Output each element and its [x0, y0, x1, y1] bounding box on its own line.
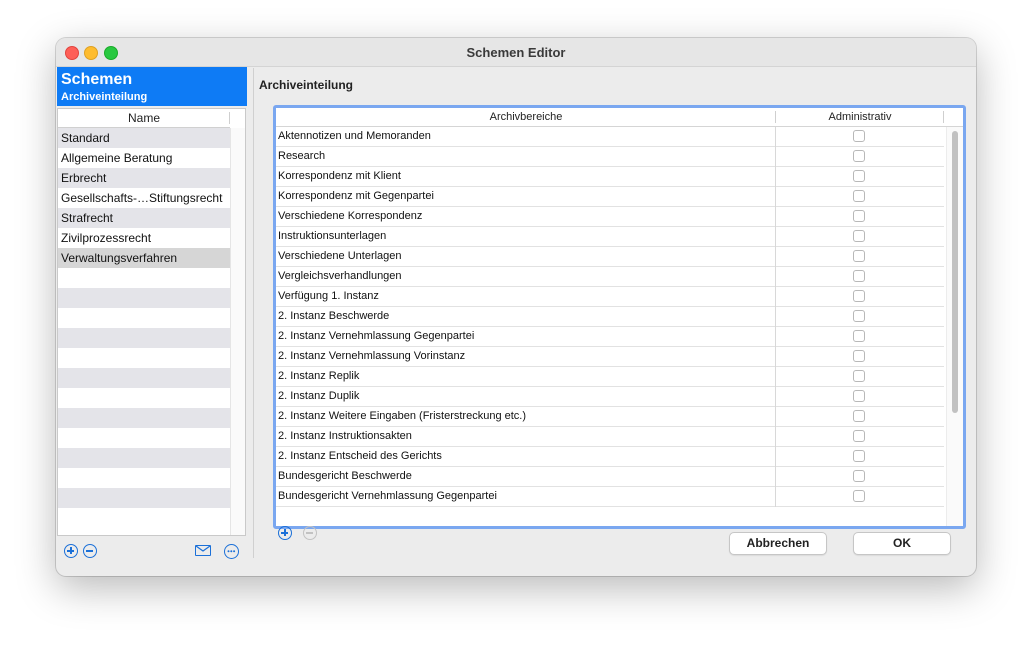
- empty-list-row: [58, 408, 230, 428]
- titlebar: [56, 38, 976, 67]
- add-scheme-button[interactable]: [64, 544, 78, 558]
- table-row[interactable]: [276, 147, 944, 167]
- cell-separator: [775, 127, 776, 147]
- table-row[interactable]: [276, 447, 944, 467]
- cell-separator: [775, 167, 776, 187]
- archivbereich-name: Verfügung 1. Instanz: [278, 290, 379, 302]
- add-area-button[interactable]: [278, 526, 292, 540]
- cell-separator: [775, 307, 776, 327]
- administrativ-checkbox[interactable]: [853, 190, 865, 202]
- mail-icon[interactable]: [195, 545, 211, 556]
- administrativ-checkbox[interactable]: [853, 250, 865, 262]
- archivbereich-name: 2. Instanz Duplik: [278, 390, 360, 402]
- list-item[interactable]: Strafrecht: [58, 208, 230, 228]
- cell-separator: [775, 347, 776, 367]
- archivbereich-name: Verschiedene Korrespondenz: [278, 210, 423, 222]
- administrativ-checkbox[interactable]: [853, 230, 865, 242]
- table-scrollbar[interactable]: [946, 127, 963, 526]
- archivbereich-name: Research: [278, 150, 326, 162]
- table-row[interactable]: [276, 187, 944, 207]
- empty-list-row: [58, 348, 230, 368]
- cell-separator: [775, 427, 776, 447]
- cell-separator: [775, 267, 776, 287]
- empty-list-row: [58, 488, 230, 508]
- cell-separator: [775, 467, 776, 487]
- archivbereich-name: 2. Instanz Replik: [278, 370, 360, 382]
- cell-separator: [775, 247, 776, 267]
- panel-divider[interactable]: [253, 68, 254, 558]
- window-title: Schemen Editor: [466, 45, 566, 60]
- administrativ-checkbox[interactable]: [853, 350, 865, 362]
- list-item[interactable]: Standard: [58, 128, 230, 148]
- table-row[interactable]: [276, 287, 944, 307]
- archivbereich-name: Bundesgericht Beschwerde: [278, 470, 412, 482]
- table-row[interactable]: [276, 367, 944, 387]
- administrativ-checkbox[interactable]: [853, 290, 865, 302]
- column-header-archivbereiche[interactable]: Archivbereiche: [489, 111, 563, 123]
- list-item[interactable]: Allgemeine Beratung: [61, 151, 173, 165]
- administrativ-checkbox[interactable]: [853, 310, 865, 322]
- header-separator: [943, 111, 944, 123]
- table-row[interactable]: [276, 427, 944, 447]
- table-row[interactable]: [276, 227, 944, 247]
- archivbereich-name: 2. Instanz Vernehmlassung Gegenpartei: [278, 330, 475, 342]
- list-item[interactable]: Erbrecht: [58, 168, 230, 188]
- empty-list-row: [58, 308, 230, 328]
- cancel-button[interactable]: Abbrechen: [729, 532, 827, 555]
- list-item[interactable]: Gesellschafts-…Stiftungsrecht: [61, 191, 223, 205]
- sidebar-header: [57, 67, 247, 106]
- archivbereich-name: Korrespondenz mit Gegenpartei: [278, 190, 434, 202]
- table-scrollbar-thumb[interactable]: [952, 131, 958, 413]
- archivbereich-name: 2. Instanz Entscheid des Gerichts: [278, 450, 442, 462]
- ok-button[interactable]: OK: [853, 532, 951, 555]
- table-row[interactable]: [276, 207, 944, 227]
- list-item[interactable]: Verwaltungsverfahren: [58, 248, 230, 268]
- remove-area-button[interactable]: [303, 526, 317, 540]
- table-row[interactable]: [276, 167, 944, 187]
- sidebar-title: Schemen: [61, 71, 133, 88]
- empty-list-row: [58, 468, 230, 488]
- mail-envelope-flap: [196, 546, 210, 555]
- empty-list-row: [58, 388, 230, 408]
- cell-separator: [775, 407, 776, 427]
- administrativ-checkbox[interactable]: [853, 410, 865, 422]
- archivbereich-name: Bundesgericht Vernehmlassung Gegenpartei: [278, 490, 497, 502]
- list-item[interactable]: Zivilprozessrecht: [61, 231, 152, 245]
- sidebar-subtitle: Archiveinteilung: [61, 91, 148, 103]
- more-options-icon[interactable]: [224, 544, 239, 559]
- table-row[interactable]: [276, 487, 944, 507]
- archivbereich-name: Instruktionsunterlagen: [278, 230, 387, 242]
- table-row[interactable]: [276, 387, 944, 407]
- column-header-administrativ[interactable]: Administrativ: [828, 111, 892, 123]
- schemen-editor-window: [56, 38, 976, 576]
- cell-separator: [775, 147, 776, 167]
- table-header: [276, 108, 963, 127]
- column-separator: [229, 112, 230, 124]
- scheme-list-rows: [58, 128, 230, 528]
- archivbereich-name: 2. Instanz Instruktionsakten: [278, 430, 412, 442]
- cell-separator: [775, 487, 776, 507]
- ellipsis-dots: [225, 545, 238, 558]
- archivbereich-name: Vergleichsverhandlungen: [278, 270, 402, 282]
- empty-list-row: [58, 428, 230, 448]
- cell-separator: [775, 367, 776, 387]
- table-row[interactable]: [276, 307, 944, 327]
- administrativ-checkbox[interactable]: [853, 370, 865, 382]
- administrativ-checkbox[interactable]: [853, 210, 865, 222]
- cell-separator: [775, 287, 776, 307]
- administrativ-checkbox[interactable]: [853, 330, 865, 342]
- administrativ-checkbox[interactable]: [853, 430, 865, 442]
- section-title: Archiveinteilung: [259, 78, 354, 92]
- cell-separator: [775, 327, 776, 347]
- cell-separator: [775, 447, 776, 467]
- archivbereich-name: Aktennotizen und Memoranden: [278, 130, 431, 142]
- archivbereich-name: Korrespondenz mit Klient: [278, 170, 401, 182]
- administrativ-checkbox[interactable]: [853, 490, 865, 502]
- table-body: [276, 127, 944, 507]
- scheme-list[interactable]: [57, 108, 246, 536]
- archivbereich-name: Verschiedene Unterlagen: [278, 250, 402, 262]
- table-row[interactable]: [276, 327, 944, 347]
- administrativ-checkbox[interactable]: [853, 390, 865, 402]
- empty-list-row: [58, 368, 230, 388]
- table-row[interactable]: [276, 467, 944, 487]
- empty-list-row: [58, 508, 230, 528]
- archivbereich-name: 2. Instanz Weitere Eingaben (Fristerstreckung etc.): [278, 410, 527, 422]
- administrativ-checkbox[interactable]: [853, 450, 865, 462]
- table-row[interactable]: [276, 127, 944, 147]
- administrativ-checkbox[interactable]: [853, 470, 865, 482]
- remove-scheme-button[interactable]: [83, 544, 97, 558]
- empty-list-row: [58, 328, 230, 348]
- list-column-header[interactable]: [58, 109, 230, 128]
- archivbereich-name: 2. Instanz Vernehmlassung Vorinstanz: [278, 350, 466, 362]
- table-row[interactable]: [276, 247, 944, 267]
- table-row[interactable]: [276, 267, 944, 287]
- administrativ-checkbox[interactable]: [853, 130, 865, 142]
- table-row[interactable]: [276, 347, 944, 367]
- empty-list-row: [58, 288, 230, 308]
- administrativ-checkbox[interactable]: [853, 170, 865, 182]
- cell-separator: [775, 207, 776, 227]
- archivbereiche-table[interactable]: [273, 105, 966, 529]
- cell-separator: [775, 387, 776, 407]
- cell-separator: [775, 227, 776, 247]
- empty-list-row: [58, 448, 230, 468]
- administrativ-checkbox[interactable]: [853, 270, 865, 282]
- empty-list-row: [58, 268, 230, 288]
- cell-separator: [775, 187, 776, 207]
- table-row[interactable]: [276, 407, 944, 427]
- list-scrollbar[interactable]: [230, 128, 245, 535]
- archivbereich-name: 2. Instanz Beschwerde: [278, 310, 390, 322]
- name-column-label: Name: [127, 111, 160, 125]
- administrativ-checkbox[interactable]: [853, 150, 865, 162]
